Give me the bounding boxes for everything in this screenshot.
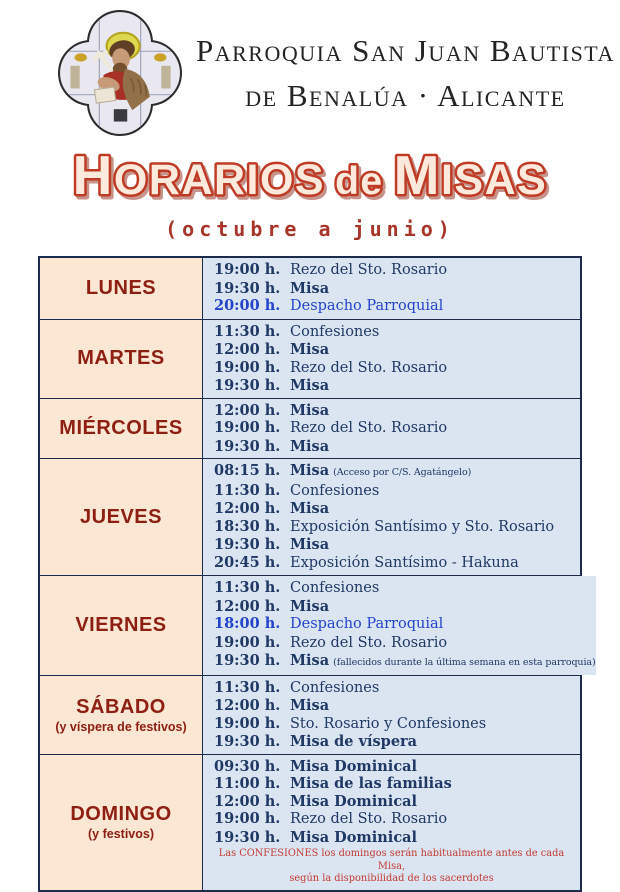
entry-time: 18:00 h. (214, 615, 281, 632)
entry-time: 19:30 h. (214, 377, 281, 394)
day-cell-miercoles (40, 399, 203, 459)
entry-time: 12:00 h. (214, 401, 281, 419)
parish-name (196, 33, 615, 114)
schedule-table (38, 256, 596, 892)
schedule-entry (203, 758, 580, 776)
schedule-entry (203, 323, 580, 342)
entry-time: 19:00 h. (214, 261, 281, 278)
subtitle-period: (octubre a junio) (165, 217, 455, 241)
times-cell-sabado (203, 676, 580, 754)
entry-activity: Misa de las familias (290, 775, 452, 792)
day-sublabel: (y festivos) (88, 827, 154, 841)
times-cell-viernes (203, 576, 596, 675)
day-label: VIERNES (75, 613, 167, 636)
times-cell-lunes (203, 258, 580, 319)
title-initial-h: H (72, 144, 114, 206)
schedule-entry (203, 733, 580, 751)
header (0, 0, 620, 136)
entry-time: 12:00 h. (214, 597, 281, 615)
schedule-entry (203, 652, 596, 672)
schedule-row-lunes (40, 258, 580, 319)
day-label: LUNES (85, 276, 157, 299)
entry-activity: Rezo del Sto. Rosario (290, 811, 448, 827)
schedule-row-jueves (40, 458, 580, 575)
entry-time: 19:30 h. (214, 536, 281, 553)
sunday-confessions-note-line: según la disponibilidad de los sacerdotes (289, 873, 494, 884)
entry-note: (Acceso por C/S. Agatángelo) (333, 467, 472, 478)
entry-time: 19:00 h. (214, 358, 281, 376)
day-cell-domingo (40, 755, 203, 890)
schedule-entry (203, 715, 580, 734)
entry-activity: Rezo del Sto. Rosario (290, 262, 448, 278)
sunday-confessions-note (203, 846, 580, 887)
title-initial-m: M (393, 144, 441, 206)
entry-time: 19:30 h. (214, 652, 281, 669)
entry-time: 19:00 h. (214, 633, 281, 651)
parish-name-line2: de Benalúa · Alicante (245, 77, 566, 113)
day-cell-lunes (40, 258, 203, 319)
schedule-entry (203, 829, 580, 847)
entry-activity: Rezo del Sto. Rosario (290, 420, 448, 436)
schedule-entry (203, 419, 580, 438)
title-horarios-rest: ORARIOS (113, 156, 326, 204)
entry-activity: Despacho Parroquial (290, 298, 444, 314)
entry-activity: Misa (290, 536, 330, 553)
entry-time: 11:30 h. (214, 322, 281, 340)
schedule-row-martes (40, 319, 580, 398)
schedule-entry (203, 793, 580, 811)
schedule-entry (203, 462, 580, 482)
day-label: JUEVES (80, 505, 162, 528)
schedule-entry (203, 554, 580, 573)
entry-time: 19:30 h. (214, 828, 281, 846)
day-label: DOMINGO (70, 803, 172, 825)
entry-activity: Confesiones (290, 679, 380, 696)
entry-activity: Misa (290, 500, 330, 517)
entry-time: 08:15 h. (214, 462, 281, 479)
entry-activity: Exposición Santísimo - Hakuna (290, 554, 519, 571)
schedule-entry (203, 775, 580, 793)
schedule-row-domingo (40, 754, 580, 890)
entry-activity: Misa (290, 437, 330, 455)
entry-time: 19:30 h. (214, 437, 281, 455)
day-cell-viernes (40, 576, 203, 675)
title-de: de (335, 160, 384, 203)
entry-activity: Misa de víspera (290, 733, 418, 750)
schedule-entry (203, 598, 596, 616)
times-cell-martes (203, 320, 580, 398)
schedule-entry (203, 615, 596, 634)
day-cell-martes (40, 320, 203, 398)
entry-time: 19:00 h. (214, 810, 281, 827)
schedule-entry (203, 377, 580, 395)
entry-time: 09:30 h. (214, 757, 281, 775)
day-label: SÁBADO (76, 695, 166, 718)
parish-stained-glass-logo (58, 10, 182, 136)
entry-time: 12:00 h. (214, 792, 281, 810)
entry-activity: Exposición Santísimo y Sto. Rosario (290, 518, 555, 535)
parish-name-line1: Parroquia San Juan Bautista (196, 32, 615, 68)
schedule-row-miercoles (40, 398, 580, 459)
entry-time: 20:45 h. (214, 553, 281, 571)
day-cell-jueves (40, 459, 203, 575)
entry-activity: Misa (290, 341, 330, 358)
entry-time: 11:00 h. (214, 775, 281, 792)
main-title-text (0, 142, 620, 210)
entry-time: 11:30 h. (214, 481, 281, 499)
schedule-entry (203, 634, 596, 653)
entry-time: 11:30 h. (214, 678, 281, 696)
schedule-entry (203, 518, 580, 537)
entry-activity: Misa (290, 697, 330, 714)
schedule-entry (203, 810, 580, 829)
entry-activity: Sto. Rosario y Confesiones (290, 715, 487, 732)
schedule-entry (203, 402, 580, 420)
day-label: MARTES (77, 347, 165, 369)
entry-activity: Misa Dominical (290, 828, 418, 846)
schedule-entry (203, 297, 580, 316)
entry-activity: Misa (290, 401, 330, 419)
schedule-entry (203, 697, 580, 715)
schedule-entry (203, 679, 580, 698)
sunday-confessions-note-line: Las CONFESIONES los domingos serán habitualmente antes de cada Misa, (218, 848, 565, 872)
entry-activity: Despacho Parroquial (290, 616, 444, 632)
entry-note: (fallecidos durante la última semana en esta parroquia) (333, 657, 596, 668)
schedule-entry (203, 579, 596, 598)
day-cell-sabado (40, 676, 203, 754)
schedule-entry (203, 536, 580, 554)
entry-activity: Rezo del Sto. Rosario (290, 359, 448, 376)
entry-time: 19:00 h. (214, 419, 281, 436)
entry-time: 19:30 h. (214, 733, 281, 750)
schedule-entry (203, 500, 580, 518)
schedule-row-viernes (40, 575, 596, 675)
entry-time: 11:30 h. (214, 579, 281, 596)
entry-activity: Misa (290, 462, 330, 479)
entry-activity: Confesiones (290, 482, 380, 499)
schedule-row-sabado (40, 675, 580, 754)
entry-activity: Misa (290, 597, 330, 615)
svg-text:HORARIOSdeMISAS (73, 144, 548, 206)
schedule-entry (203, 438, 580, 456)
entry-activity: Rezo del Sto. Rosario (290, 634, 448, 651)
schedule-entry (203, 482, 580, 501)
times-cell-miercoles (203, 399, 580, 459)
main-title (0, 142, 620, 215)
entry-time: 19:30 h. (214, 279, 281, 297)
entry-activity: Confesiones (290, 323, 380, 340)
entry-time: 12:00 h. (214, 341, 281, 358)
title-misas-rest: ISAS (440, 156, 548, 204)
entry-activity: Misa (290, 279, 330, 297)
entry-time: 18:30 h. (214, 517, 281, 535)
schedule-entry (203, 359, 580, 378)
day-label: MIÉRCOLES (59, 416, 183, 439)
schedule-entry (203, 261, 580, 280)
entry-activity: Misa Dominical (290, 792, 418, 810)
times-cell-domingo (203, 755, 580, 890)
day-sublabel: (y víspera de festivos) (55, 719, 187, 734)
entry-activity: Misa (290, 652, 330, 669)
entry-time: 20:00 h. (214, 297, 281, 314)
entry-time: 19:00 h. (214, 714, 281, 732)
entry-activity: Misa Dominical (290, 757, 418, 775)
schedule-entry (203, 280, 580, 298)
entry-activity: Misa (290, 377, 330, 394)
schedule-entry (203, 341, 580, 359)
entry-time: 12:00 h. (214, 500, 281, 517)
entry-activity: Confesiones (290, 580, 380, 596)
entry-time: 12:00 h. (214, 697, 281, 714)
times-cell-jueves (203, 459, 580, 575)
